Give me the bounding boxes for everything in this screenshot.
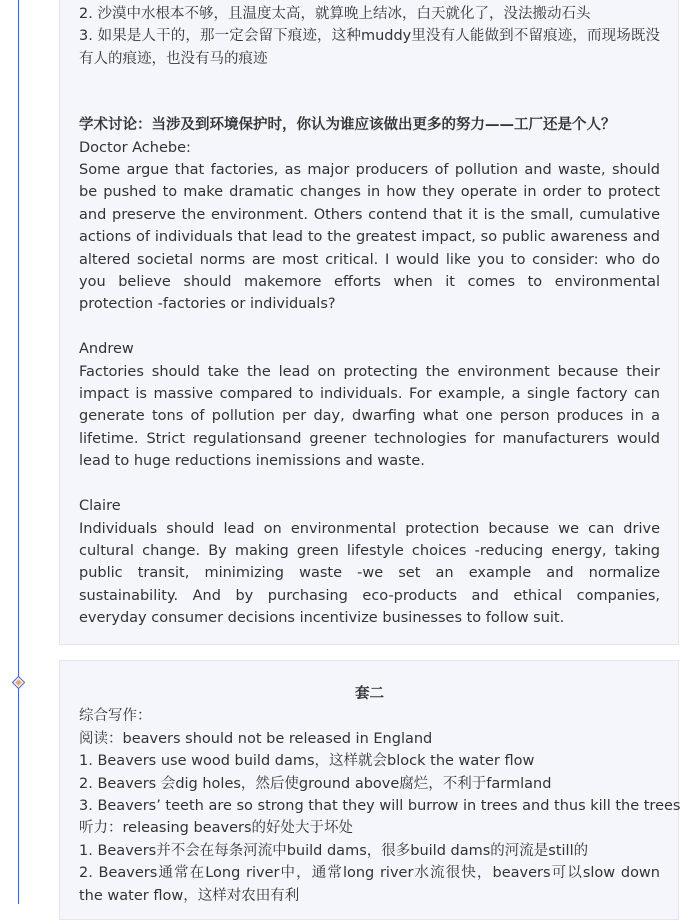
article-card-2 <box>59 660 679 920</box>
student1-name: Andrew <box>79 341 134 358</box>
top-line-3: 3. 如果是人干的，那一定会留下痕迹，这种muddy里没有人能做到不留痕迹，而现场既没有人的痕迹，也没有马的痕迹 <box>79 28 660 67</box>
professor-name: Doctor Achebe: <box>79 139 191 156</box>
reading-point-3: 3. Beavers’ teeth are so strong that they will burrow in trees and thus kill the trees <box>79 798 681 815</box>
reading-point-2: 2. Beavers 会dig holes，然后使ground above腐烂，不利于farmland <box>79 775 552 792</box>
reading-point-1: 1. Beavers use wood build dams，这样就会block the water flow <box>79 753 535 770</box>
student1-text: Factories should take the lead on protecting the environment because their impact is massive compared to individuals. For example, a single factory can generate tons of pollution per day, dwarfing what one person produces in a lifetime. Strict regulationsand greener technologies for manufacturers would lead to huge reductions inemissions and waste. <box>79 363 660 470</box>
top-line-2: 2. 沙漠中水根本不够，且温度太高，就算晚上结冰，白天就化了，没法搬动石头 <box>79 6 591 22</box>
student2-name: Claire <box>79 498 121 515</box>
section-heading: 套二 <box>355 686 384 702</box>
student2-text: Individuals should lead on environmental protection because we can drive cultural change. By making green lifestyle choices -reducing energy, taking public transit, minimizing waste -we set an example and normalize sustainability. And by purchasing eco-products and ethical companies, everyday consumer decisions incentivize businesses to follow suit. <box>79 520 660 627</box>
diamond-icon <box>12 676 25 689</box>
timeline-line <box>18 0 19 904</box>
discussion-title: 学术讨论：当涉及到环境保护时，你认为谁应该做出更多的努力——工厂还是个人？ <box>79 117 616 134</box>
listening-title: 听力：releasing beavers的好处大于坏处 <box>79 820 354 837</box>
listening-point-1: 1. Beavers并不会在每条河流中build dams，很多build dams的河流是still的 <box>79 842 589 859</box>
listening-point-2: 2. Beavers通常在Long river中，通常long river水流很快，beavers可以slow down the water flow，这样对农田有利 <box>79 865 660 904</box>
reading-title: 阅读：beavers should not be released in England <box>79 730 433 747</box>
professor-text: Some argue that factories, as major producers of pollution and waste, should be pushed to make dramatic changes in how they operate in order to protect and preserve the environment. Others contend that it is the small, cumulative actions of individuals that lead to the greatest impact, so public awareness and altered societal norms are most critical. I would like you to consider: who do you believe should makemore efforts when it comes to environmental protection -factories or individuals? <box>79 162 660 313</box>
article-card-1 <box>59 0 679 645</box>
section-label: 综合写作： <box>79 708 152 725</box>
